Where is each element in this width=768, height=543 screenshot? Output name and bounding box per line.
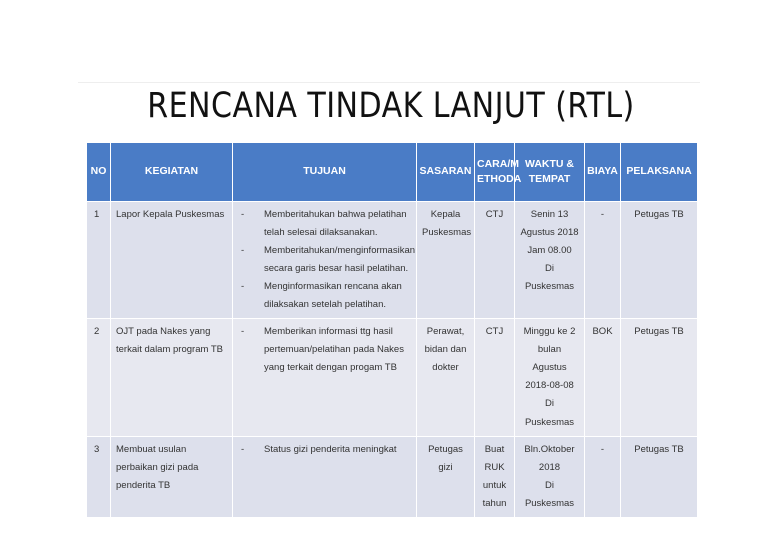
cell-kegiatan: Lapor Kepala Puskesmas bbox=[111, 202, 233, 319]
cell-pelaksana: Petugas TB bbox=[621, 436, 698, 517]
slide-border bbox=[78, 82, 700, 83]
cell-no: 2 bbox=[87, 319, 111, 436]
cell-biaya: - bbox=[585, 202, 621, 319]
cell-no: 1 bbox=[87, 202, 111, 319]
cell-biaya: BOK bbox=[585, 319, 621, 436]
header-pelaksana: PELAKSANA bbox=[621, 143, 698, 202]
header-cara-line1: CARA/M bbox=[477, 157, 519, 170]
header-no: NO bbox=[87, 143, 111, 202]
cell-biaya: - bbox=[585, 436, 621, 517]
cell-tujuan bbox=[233, 202, 417, 319]
table-row bbox=[87, 319, 698, 436]
page-title: RENCANA TINDAK LANJUT (RTL) bbox=[147, 86, 635, 126]
table-row bbox=[87, 436, 698, 517]
cell-pelaksana: Petugas TB bbox=[621, 319, 698, 436]
cell-cara: Buat RUK untuk tahun bbox=[475, 436, 515, 517]
tujuan-item: - Status gizi penderita meningkat bbox=[241, 443, 397, 455]
header-kegiatan: KEGIATAN bbox=[111, 143, 233, 202]
table-header-row bbox=[87, 143, 698, 202]
rtl-table bbox=[86, 142, 698, 518]
table-row bbox=[87, 202, 698, 319]
cell-sasaran: Petugas gizi bbox=[417, 436, 475, 517]
header-waktu-tempat bbox=[515, 143, 585, 202]
header-biaya: BIAYA bbox=[585, 143, 621, 202]
tujuan-item: - Memberikan informasi ttg hasil pertemuan/pelatihan pada Nakes yang terkait dengan progam TB bbox=[241, 326, 404, 374]
rtl-table-container bbox=[86, 142, 697, 509]
cell-sasaran: Kepala Puskesmas bbox=[417, 202, 475, 319]
header-waktu-line1: WAKTU & bbox=[525, 157, 574, 170]
header-tujuan: TUJUAN bbox=[233, 143, 417, 202]
tujuan-item: - Memberitahukan bahwa pelatihan telah selesai dilaksanakan. bbox=[241, 209, 407, 239]
cell-cara: CTJ bbox=[475, 202, 515, 319]
cell-pelaksana: Petugas TB bbox=[621, 202, 698, 319]
cell-no: 3 bbox=[87, 436, 111, 517]
header-sasaran: SASARAN bbox=[417, 143, 475, 202]
cell-waktu: Senin 13 Agustus 2018 Jam 08.00 Di Puskesmas bbox=[515, 202, 585, 319]
header-waktu-line2: TEMPAT bbox=[528, 173, 571, 185]
cell-sasaran: Perawat, bidan dan dokter bbox=[417, 319, 475, 436]
cell-tujuan bbox=[233, 319, 417, 436]
header-cara-metoda bbox=[475, 143, 522, 202]
cell-tujuan bbox=[233, 436, 417, 517]
cell-cara: CTJ bbox=[475, 319, 515, 436]
tujuan-item: - Menginformasikan rencana akan dilaksakan setelah pelatihan. bbox=[241, 281, 402, 311]
tujuan-item: - Memberitahukan/menginformasikan secara garis besar hasil pelatihan. bbox=[241, 245, 416, 275]
cell-kegiatan: Membuat usulan perbaikan gizi pada penderita TB bbox=[111, 436, 233, 517]
cell-kegiatan: OJT pada Nakes yang terkait dalam program TB bbox=[111, 319, 233, 436]
header-cara-line2: ETHODA bbox=[477, 173, 522, 185]
cell-waktu: Bln.Oktober 2018 Di Puskesmas bbox=[515, 436, 585, 517]
cell-waktu: Minggu ke 2 bulan Agustus 2018-08-08 Di Puskesmas bbox=[515, 319, 585, 436]
